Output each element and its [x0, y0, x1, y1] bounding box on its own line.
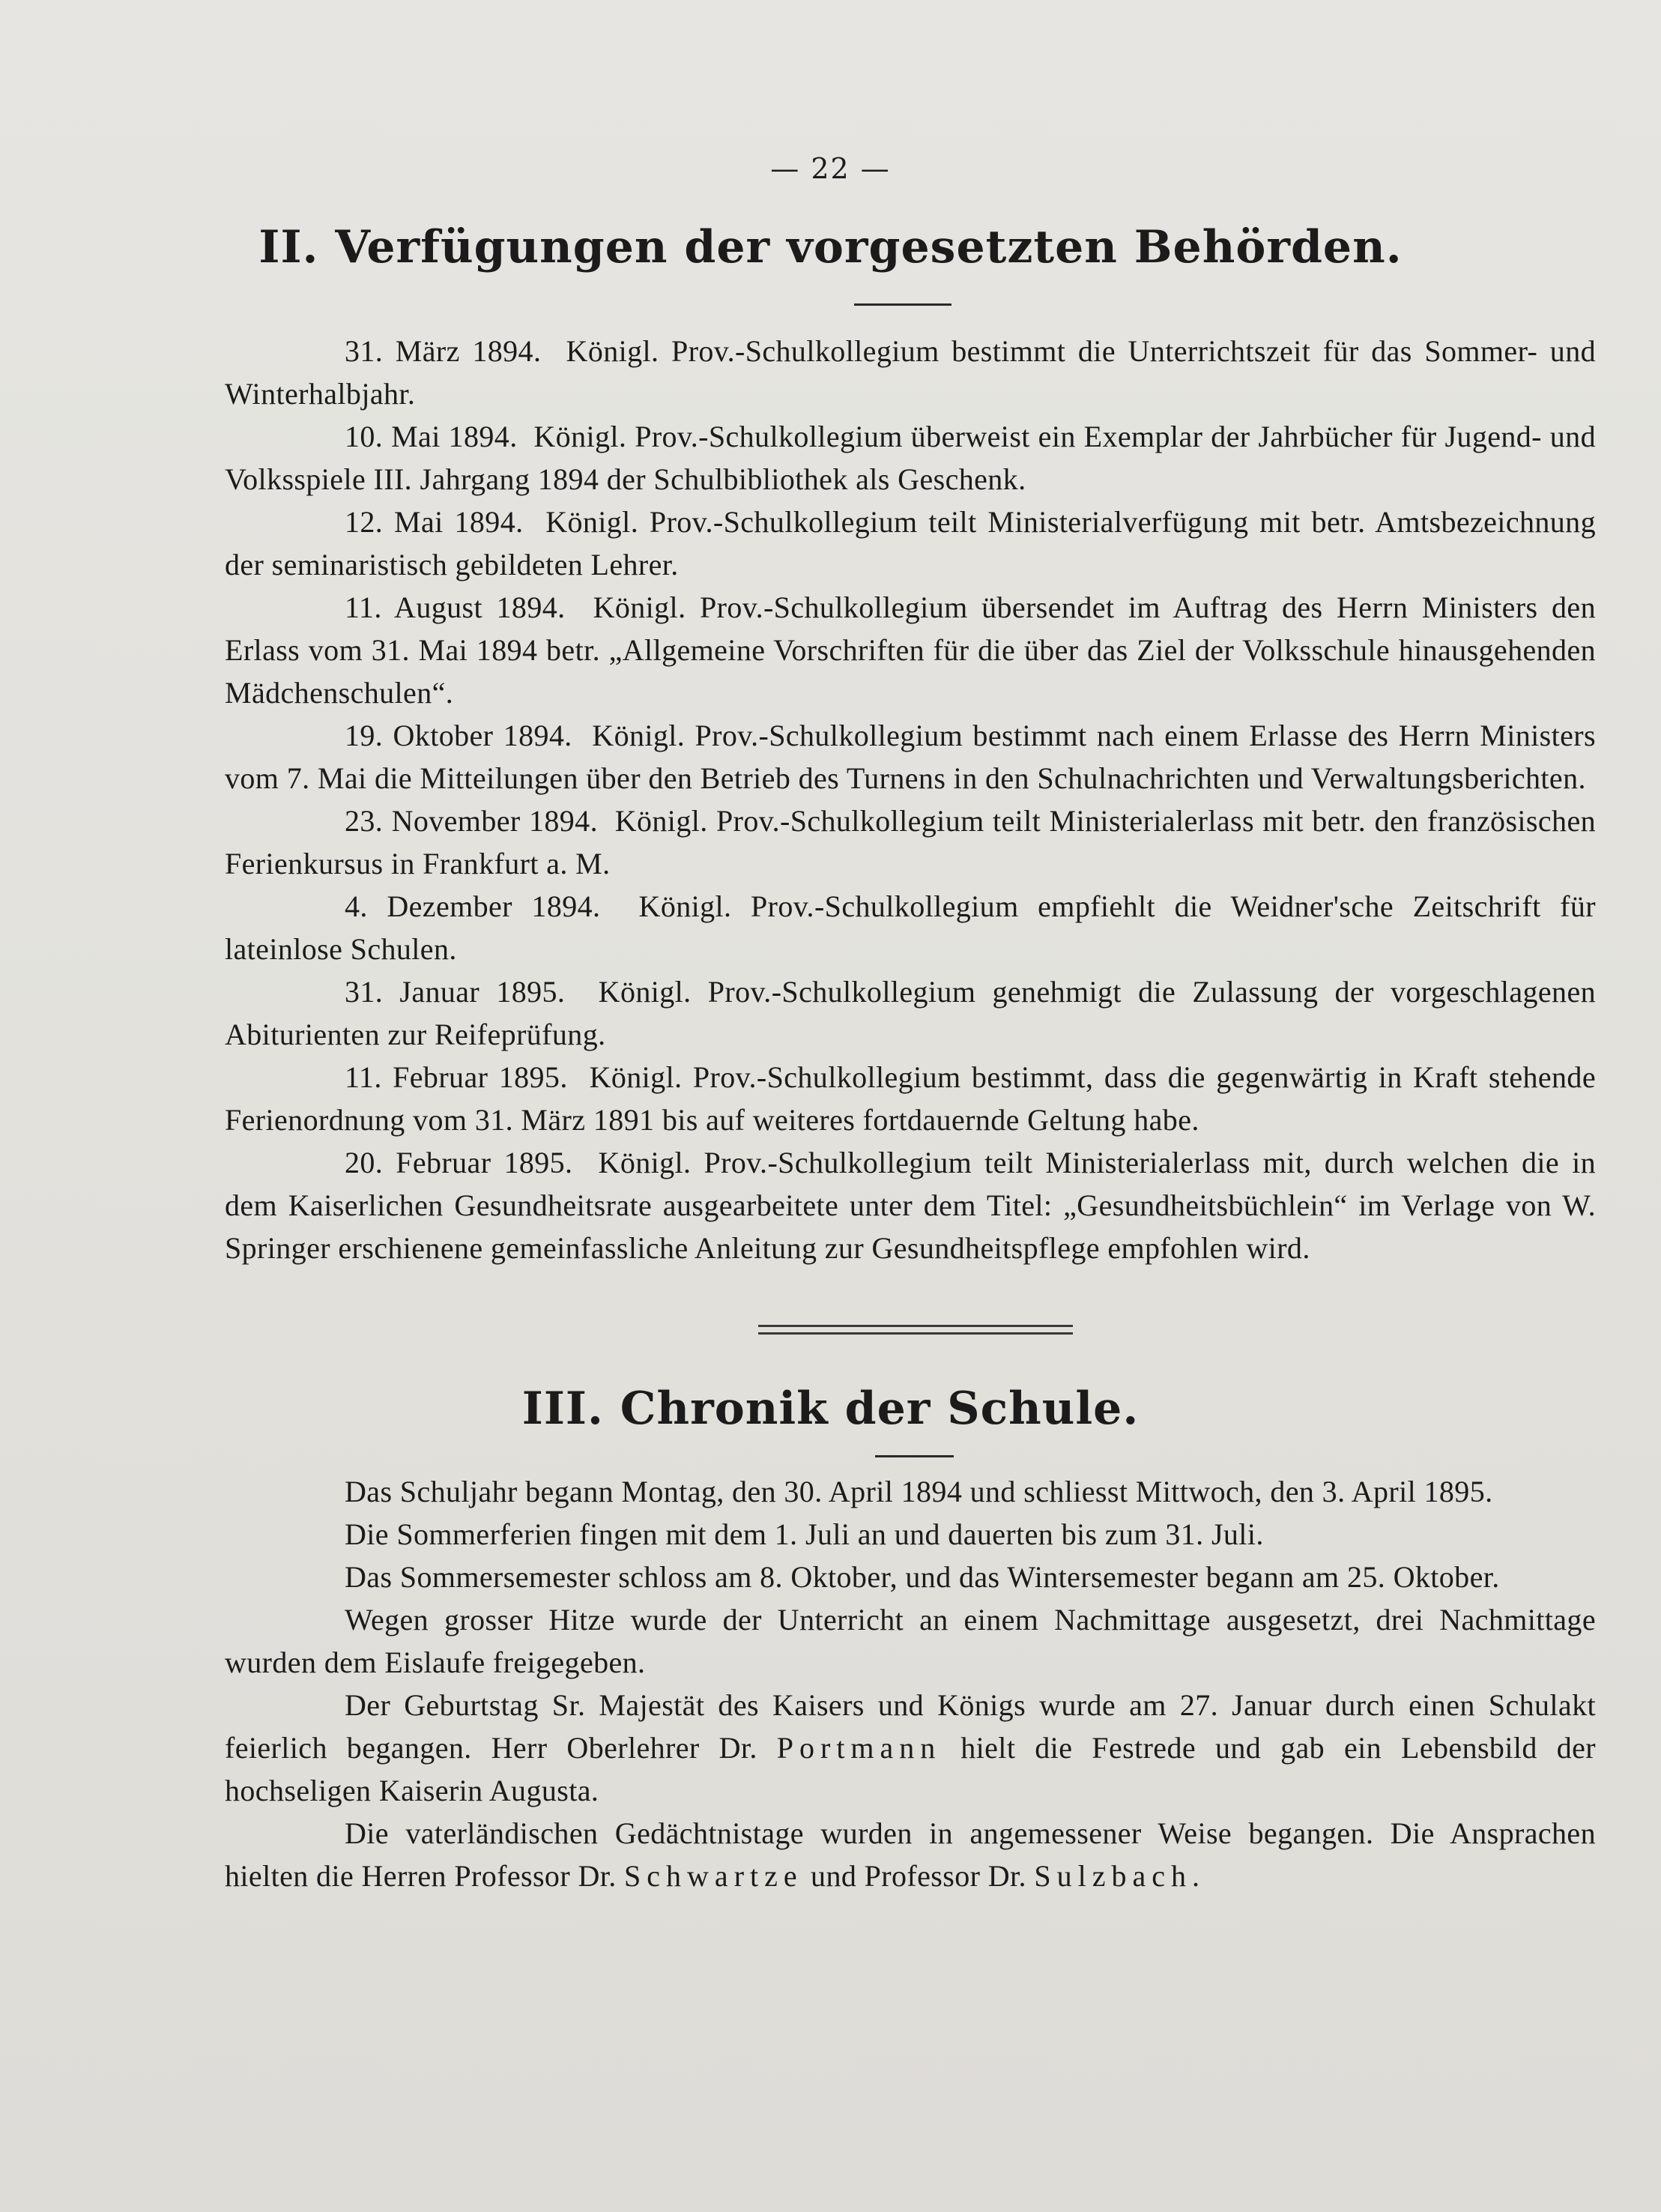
decree-date: 31. Januar 1895.	[345, 975, 566, 1009]
chronicle-text	[225, 1470, 1596, 1897]
section-heading-verfuegungen: II. Verfügungen der vorgesetzten Behörden.	[258, 221, 1403, 274]
decree-text: Königl. Prov.-Schulkollegium teilt Ministerialerlass mit betr. den französischen Ferienkursus in Frankfurt a. M.	[225, 804, 1596, 880]
chronicle-paragraph	[225, 1684, 1596, 1812]
chronicle-paragraph	[225, 1812, 1596, 1897]
decree-text: Königl. Prov.-Schulkollegium genehmigt die Zulassung der vorgeschlagenen Abiturienten zur Reifeprüfung.	[225, 975, 1597, 1051]
chronicle-text-segment: Der Geburtstag Sr. Majestät des Kaisers und Königs wurde am 27. Januar durch einen Schulakt feierlich begangen. Herr Oberlehrer Dr.	[225, 1688, 1596, 1765]
decree-text: Königl. Prov.-Schulkollegium teilt Ministerialerlass mit, durch welchen die in dem Kaiserlichen Gesundheitsrate ausgearbeitete unter dem Titel: „Gesundheitsbüchlein“ im Verlage von W. Springer erschienene gemeinfassliche Anleitung zur Gesundheitspflege empfohlen wird.	[225, 1146, 1596, 1265]
decree-text: Königl. Prov.-Schulkollegium bestimmt nach einem Erlasse des Herrn Ministers vom 7. Mai die Mitteilungen über den Betrieb des Turnens in den Schulnachrichten und Verwaltungsberichten.	[225, 719, 1596, 795]
section-heading-chronik: III. Chronik der Schule.	[521, 1382, 1140, 1435]
decree-entry	[225, 1141, 1596, 1269]
decree-text: Königl. Prov.-Schulkollegium teilt Ministerialverfügung mit betr. Amtsbezeichnung der seminaristisch gebildeten Lehrer.	[225, 505, 1596, 581]
heading-underline-rule	[854, 303, 951, 306]
chronicle-text-segment: und Professor Dr.	[802, 1859, 1035, 1893]
person-name: Sulzbach	[1034, 1859, 1192, 1893]
chronicle-text-segment: hielt die Festrede und gab ein Lebensbild der hochseligen Kaiserin Augusta.	[225, 1731, 1596, 1807]
heading-underline-rule	[875, 1455, 954, 1457]
decree-entry	[225, 501, 1596, 586]
decree-entry	[225, 330, 1596, 415]
decree-text: Königl. Prov.-Schulkollegium empfiehlt die Weidner'sche Zeitschrift für lateinlose Schulen.	[225, 889, 1596, 966]
decree-date: 31. März 1894.	[345, 334, 542, 368]
chronicle-text-segment: Die vaterländischen Gedächtnistage wurden in angemessener Weise begangen. Die Ansprachen hielten die Herren Professor Dr.	[225, 1816, 1596, 1893]
decree-date: 20. Februar 1895.	[345, 1146, 573, 1179]
page-number: — 22 —	[770, 152, 891, 185]
section-divider	[758, 1325, 1073, 1335]
chronicle-paragraph: Das Sommersemester schloss am 8. Oktober, und das Wintersemester begann am 25. Oktober.	[345, 1560, 1500, 1594]
decree-entry	[225, 1056, 1596, 1141]
decree-date: 10. Mai 1894.	[345, 420, 518, 453]
decree-entry	[225, 714, 1596, 800]
person-name: Portmann	[776, 1731, 942, 1765]
decree-date: 4. Dezember 1894.	[345, 889, 601, 923]
decree-text: Königl. Prov.-Schulkollegium überweist ein Exemplar der Jahrbücher für Jugend- und Volksspiele III. Jahrgang 1894 der Schulbibliothek als Geschenk.	[225, 420, 1596, 496]
decree-entry	[225, 415, 1596, 501]
decree-text: Königl. Prov.-Schulkollegium bestimmt die Unterrichtszeit für das Sommer- und Winterhalbjahr.	[225, 334, 1596, 411]
decree-date: 11. Februar 1895.	[345, 1060, 568, 1094]
decree-date: 19. Oktober 1894.	[345, 719, 572, 752]
decree-date: 12. Mai 1894.	[345, 505, 524, 539]
person-name: Schwartze	[624, 1859, 803, 1893]
decree-entry	[225, 885, 1596, 970]
decree-date: 11. August 1894.	[345, 590, 566, 624]
chronicle-paragraph: Das Schuljahr begann Montag, den 30. April 1894 und schliesst Mittwoch, den 3. April 1895.	[345, 1475, 1493, 1508]
decree-entry	[225, 586, 1596, 714]
chronicle-paragraph: Die Sommerferien fingen mit dem 1. Juli an und dauerten bis zum 31. Juli.	[345, 1517, 1264, 1551]
decrees-list	[225, 330, 1596, 1269]
chronicle-paragraph: Wegen grosser Hitze wurde der Unterricht an einem Nachmittage ausgesetzt, drei Nachmittage wurden dem Eislaufe freigegeben.	[225, 1603, 1596, 1679]
decree-date: 23. November 1894.	[345, 804, 598, 838]
decree-entry	[225, 800, 1596, 885]
decree-text: Königl. Prov.-Schulkollegium bestimmt, dass die gegenwärtig in Kraft stehende Ferienordnung vom 31. März 1891 bis auf weiteres fortdauernde Geltung habe.	[225, 1060, 1596, 1137]
decree-text: Königl. Prov.-Schulkollegium übersendet im Auftrag des Herrn Ministers den Erlass vom 31. Mai 1894 betr. „Allgemeine Vorschriften für die über das Ziel der Volksschule hinausgehenden Mädchenschulen“.	[225, 590, 1596, 710]
chronicle-text-segment: .	[1191, 1859, 1200, 1893]
decree-entry	[225, 970, 1596, 1056]
